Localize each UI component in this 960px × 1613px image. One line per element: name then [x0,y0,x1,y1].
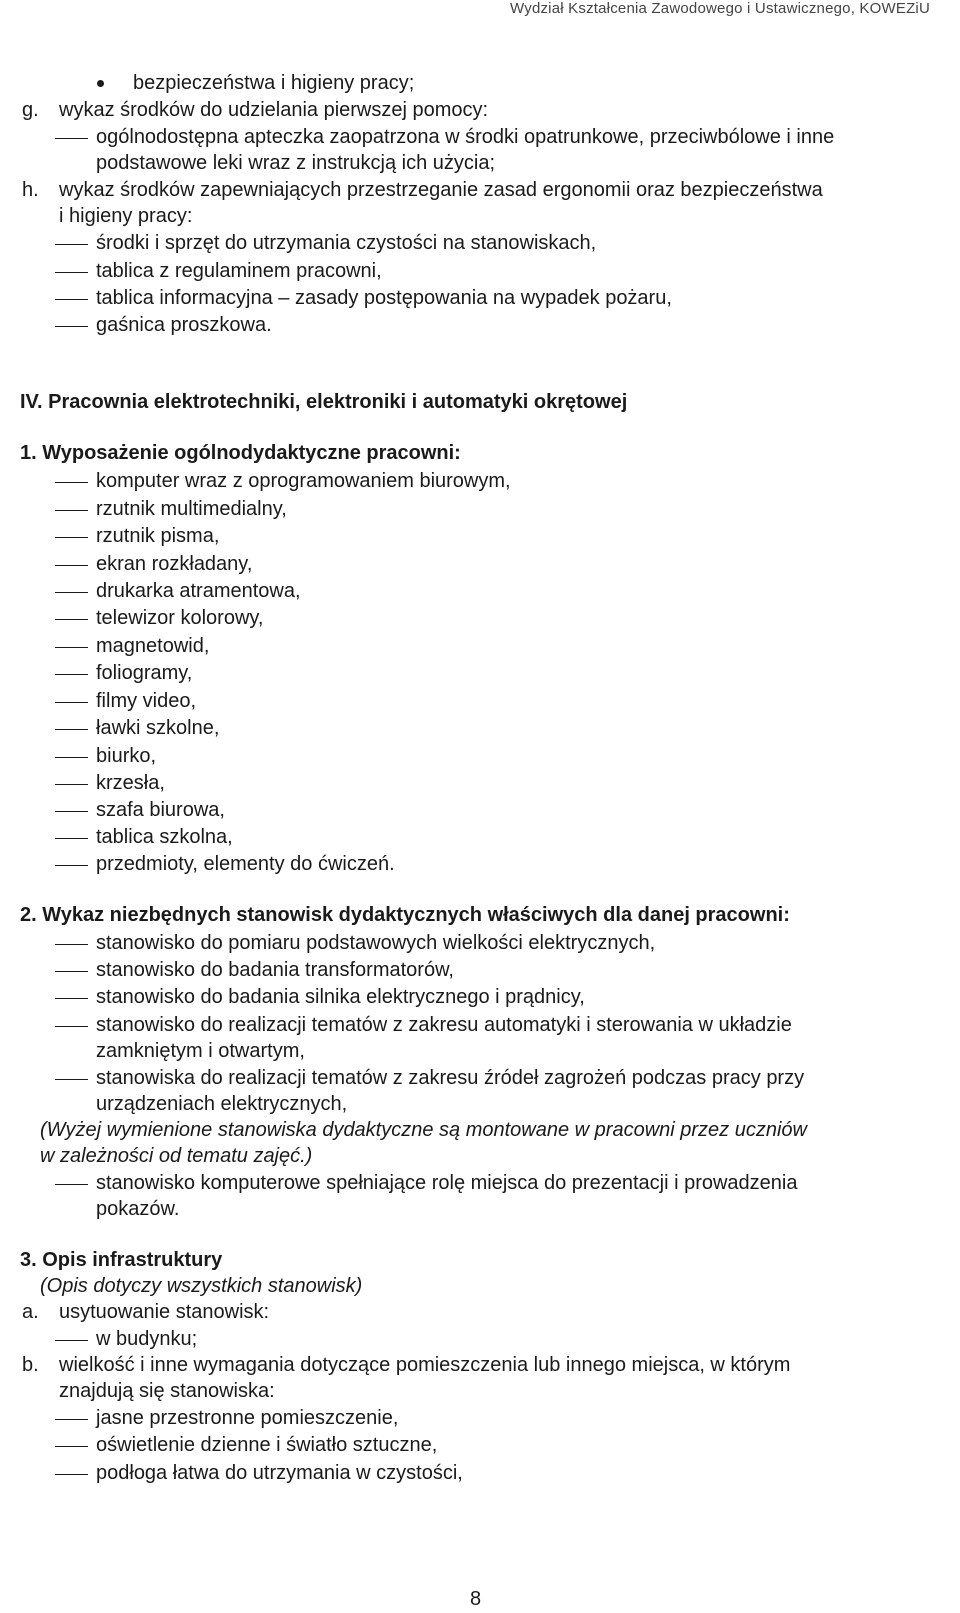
list-item: ekran rozkładany, [96,553,253,575]
list-item: tablica szkolna, [96,826,233,848]
list-title: usytuowanie stanowisk: [59,1301,270,1323]
list-item: szafa biurowa, [96,799,225,821]
dash-bullet-icon [55,619,88,620]
note-text: w zależności od tematu zajęć.) [40,1145,313,1167]
dash-bullet-icon [55,510,88,511]
list-item: drukarka atramentowa, [96,580,301,602]
round-bullet-icon [97,80,104,87]
list-item: rzutnik multimedialny, [96,498,287,520]
list-title: wykaz środków do udzielania pierwszej pomocy: [59,99,489,121]
dash-bullet-icon [55,971,88,972]
dash-bullet-icon [55,244,88,245]
dash-bullet-icon [55,647,88,648]
dash-bullet-icon [55,811,88,812]
dash-bullet-icon [55,537,88,538]
dash-bullet-icon [55,299,88,300]
list-item: podłoga łatwa do utrzymania w czystości, [96,1462,463,1484]
dash-bullet-icon [55,944,88,945]
list-item: stanowisko do realizacji tematów z zakresu automatyki i sterowania w układzie [96,1014,792,1036]
list-marker: a. [22,1301,39,1323]
dash-bullet-icon [55,674,88,675]
list-item: tablica z regulaminem pracowni, [96,260,382,282]
list-item: stanowiska do realizacji tematów z zakresu źródeł zagrożeń podczas pracy przy [96,1067,805,1089]
dash-bullet-icon [55,1474,88,1475]
list-item: bezpieczeństwa i higieny pracy; [133,72,415,94]
list-title-continuation: i higieny pracy: [59,205,193,227]
list-item: ławki szkolne, [96,717,220,739]
list-marker: g. [22,99,39,121]
list-item: rzutnik pisma, [96,525,220,547]
list-item: komputer wraz z oprogramowaniem biurowym, [96,470,511,492]
list-item: magnetowid, [96,635,210,657]
section-heading: IV. Pracownia elektrotechniki, elektroniki i automatyki okrętowej [20,391,628,413]
dash-bullet-icon [55,729,88,730]
list-item: krzesła, [96,772,165,794]
dash-bullet-icon [55,1419,88,1420]
list-item: tablica informacyjna – zasady postępowania na wypadek pożaru, [96,287,672,309]
list-marker: b. [22,1354,39,1376]
list-title: wielkość i inne wymagania dotyczące pomieszczenia lub innego miejsca, w którym [59,1354,791,1376]
list-item: stanowisko do pomiaru podstawowych wielkości elektrycznych, [96,932,656,954]
list-item-continuation: pokazów. [96,1198,180,1220]
dash-bullet-icon [55,784,88,785]
list-item: gaśnica proszkowa. [96,314,272,336]
section-heading: 3. Opis infrastruktury [20,1249,223,1271]
note-text: (Wyżej wymienione stanowiska dydaktyczne są montowane w pracowni przez uczniów [40,1119,807,1141]
list-item: w budynku; [96,1328,198,1350]
list-item: jasne przestronne pomieszczenie, [96,1407,399,1429]
list-item-continuation: zamkniętym i otwartym, [96,1040,305,1062]
dash-bullet-icon [55,1446,88,1447]
list-item: telewizor kolorowy, [96,607,264,629]
list-marker: h. [22,179,39,201]
section-subtitle: (Opis dotyczy wszystkich stanowisk) [40,1275,363,1297]
list-item: ogólnodostępna apteczka zaopatrzona w środki opatrunkowe, przeciwbólowe i inne [96,126,835,148]
section-heading: 2. Wykaz niezbędnych stanowisk dydaktycznych właściwych dla danej pracowni: [20,904,790,926]
list-item: filmy video, [96,690,197,712]
section-heading: 1. Wyposażenie ogólnodydaktyczne pracowni: [20,442,461,464]
list-item-continuation: urządzeniach elektrycznych, [96,1093,348,1115]
list-item-continuation: podstawowe leki wraz z instrukcją ich użycia; [96,152,496,174]
list-item: środki i sprzęt do utrzymania czystości na stanowiskach, [96,232,597,254]
list-item: stanowisko do badania transformatorów, [96,959,454,981]
dash-bullet-icon [55,838,88,839]
list-title-continuation: znajdują się stanowiska: [59,1380,275,1402]
list-item: foliogramy, [96,662,193,684]
page-header: Wydział Kształcenia Zawodowego i Ustawicznego, KOWEZiU [510,0,930,17]
list-item: stanowisko komputerowe spełniające rolę miejsca do prezentacji i prowadzenia [96,1172,798,1194]
dash-bullet-icon [55,757,88,758]
list-item: biurko, [96,745,157,767]
dash-bullet-icon [55,1026,88,1027]
dash-bullet-icon [55,1340,88,1341]
dash-bullet-icon [55,592,88,593]
dash-bullet-icon [55,326,88,327]
list-title: wykaz środków zapewniających przestrzeganie zasad ergonomii oraz bezpieczeństwa [59,179,823,201]
list-item: przedmioty, elementy do ćwiczeń. [96,853,395,875]
dash-bullet-icon [55,272,88,273]
dash-bullet-icon [55,138,88,139]
list-item: oświetlenie dzienne i światło sztuczne, [96,1434,438,1456]
list-item: stanowisko do badania silnika elektrycznego i prądnicy, [96,986,585,1008]
page-number: 8 [470,1588,482,1610]
dash-bullet-icon [55,482,88,483]
dash-bullet-icon [55,565,88,566]
dash-bullet-icon [55,998,88,999]
dash-bullet-icon [55,865,88,866]
dash-bullet-icon [55,1079,88,1080]
dash-bullet-icon [55,1184,88,1185]
dash-bullet-icon [55,702,88,703]
